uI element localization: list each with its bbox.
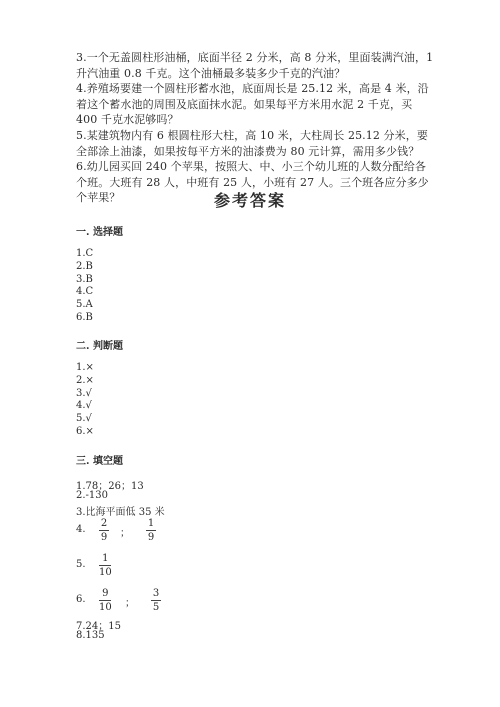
fraction-numerator: 3 (152, 588, 160, 599)
fill-answer-7: 7.24；15 (76, 621, 121, 632)
fill-answer-4-fraction-1 (99, 518, 109, 543)
fraction-bar (151, 600, 161, 601)
judge-answers (76, 362, 94, 439)
fill-answer-4-fraction-2 (146, 518, 156, 543)
choice-answer-5: 5.A (76, 299, 93, 311)
judge-answer-4: 4.√ (76, 400, 92, 412)
fill-answer-2: 2.-130 (76, 490, 109, 501)
fraction-bar (99, 530, 109, 531)
fraction-denominator: 10 (99, 567, 112, 578)
question-4: 4.养殖场要建一个圆柱形蓄水池，底面周长是 25.12 米，高是 4 米，沿着这个蓄水池的周围及底面抹水泥。如果每平方米用水泥 2 千克，买 400 千克水泥够吗？ (76, 82, 429, 127)
fill-answer-1: 1.78；26；13 (76, 481, 144, 492)
judge-answer-6: 6.× (76, 425, 94, 437)
choice-answer-2: 2.B (76, 260, 93, 272)
judge-answer-2: 2.× (76, 374, 94, 386)
fraction-numerator: 1 (147, 518, 155, 529)
answer-title: 参考答案 (213, 191, 286, 210)
fraction-bar (146, 530, 156, 531)
choice-answers (76, 248, 93, 325)
fraction-numerator: 1 (102, 553, 109, 564)
section-choice-heading: 一. 选择题 (76, 227, 123, 238)
judge-answer-3: 3.√ (76, 387, 92, 399)
fraction-bar (99, 600, 111, 601)
fill-answer-8: 8.135 (76, 630, 105, 641)
question-6: 6.幼儿园买回 240 个苹果，按照大、中、小三个幼儿班的人数分配给各个班。大班有 28 人，中班有 25 人，小班有 27 人。三个班各应分多少个苹果？ (76, 160, 429, 205)
judge-answer-5: 5.√ (76, 413, 92, 425)
choice-answer-4: 4.C (76, 286, 94, 298)
fill-answer-6-separator: ； (125, 598, 135, 609)
fraction-denominator: 5 (152, 602, 160, 613)
fraction-numerator: 2 (100, 518, 108, 529)
fraction-denominator: 10 (99, 602, 112, 613)
judge-answer-1: 1.× (76, 362, 94, 373)
section-fill-heading: 三. 填空题 (76, 456, 123, 467)
fraction-numerator: 9 (102, 588, 109, 599)
fill-answer-4-label: 4. (76, 524, 86, 535)
question-5: 5.某建筑物内有 6 根圆柱形大柱，高 10 米，大柱周长 25.12 分米，要全部涂上油漆，如果按每平方米的油漆费为 80 元计算，需用多少钱？ (76, 129, 428, 158)
fill-answer-6-label: 6. (76, 594, 86, 605)
fill-answer-6-fraction-2 (151, 588, 161, 613)
fraction-bar (99, 565, 111, 566)
fill-answer-6-fraction-1 (99, 588, 112, 613)
choice-answer-6: 6.B (76, 311, 93, 323)
section-judge-heading: 二. 判断题 (76, 341, 123, 352)
choice-answer-1: 1.C (76, 248, 94, 259)
fraction-denominator: 9 (100, 532, 108, 543)
fraction-denominator: 9 (147, 532, 155, 543)
fill-answer-3: 3.比海平面低 35 米 (76, 507, 165, 518)
question-3: 3.一个无盖圆柱形油桶，底面半径 2 分米，高 8 分米，里面装满汽油，1 升汽油重 0.8 千克。这个油桶最多装多少千克的汽油？ (76, 51, 434, 80)
fill-answer-5-fraction-1 (99, 553, 112, 578)
fill-answer-4-separator: ； (120, 528, 130, 539)
fill-answer-5-label: 5. (76, 559, 86, 570)
choice-answer-3: 3.B (76, 273, 93, 285)
